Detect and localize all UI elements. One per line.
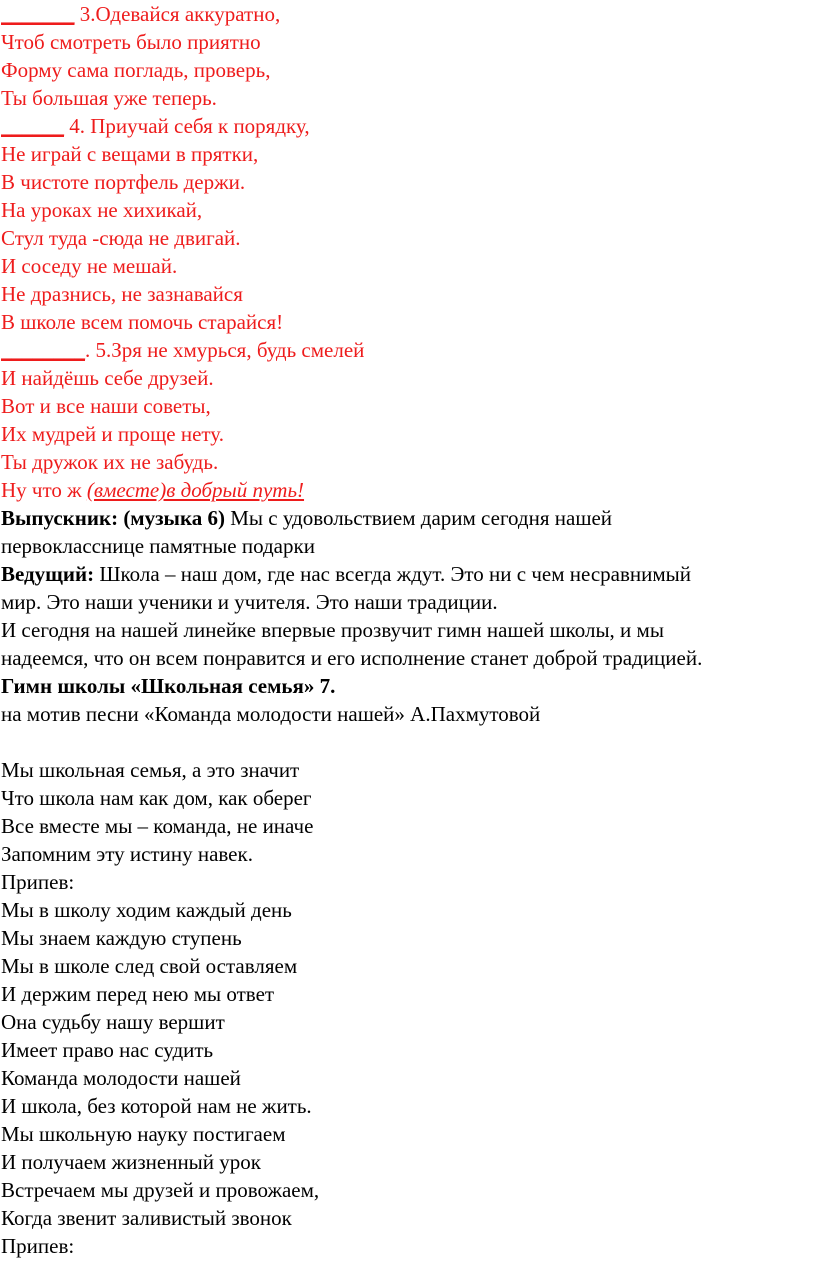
poem-line-text: 3.Одевайся аккуратно, xyxy=(74,2,281,26)
lyric-line: И получаем жизненный урок xyxy=(1,1150,261,1174)
poem-line: В чистоте портфель держи. xyxy=(1,170,246,194)
poem-line: Чтоб смотреть было приятно xyxy=(1,30,261,54)
emphasized-text: (вместе)в добрый путь! xyxy=(86,478,305,502)
speech-text: Школа – наш дом, где нас всегда ждут. Это ни с чем несравнимый xyxy=(94,562,691,586)
graduate-line xyxy=(1,504,816,532)
anthem-subtitle: на мотив песни «Команда молодости нашей» А.Пахмутовой xyxy=(1,702,541,726)
lyric-line: Мы школьную науку постигаем xyxy=(1,1122,286,1146)
poem-line: Не играй с вещами в прятки, xyxy=(1,142,259,166)
poem-line: В школе всем помочь старайся! xyxy=(1,310,284,334)
poem-line xyxy=(1,476,816,504)
poem-line xyxy=(1,336,816,364)
lyric-line: Мы в школе след свой оставляем xyxy=(1,954,298,978)
poem-line: Стул туда -сюда не двигай. xyxy=(1,226,241,250)
answer-blank: ________ xyxy=(1,338,85,362)
host-line xyxy=(1,560,816,588)
lyric-line: Что школа нам как дом, как оберег xyxy=(1,786,312,810)
speech-line: мир. Это наши ученики и учителя. Это наши традиции. xyxy=(1,590,498,614)
anthem-title: Гимн школы «Школьная семья» 7. xyxy=(1,674,336,698)
poem-line xyxy=(1,0,816,28)
anthem-lyrics xyxy=(1,756,816,1260)
lyric-line: Мы в школу ходим каждый день xyxy=(1,898,292,922)
lyric-line: Когда звенит заливистый звонок xyxy=(1,1206,292,1230)
lyric-line: Команда молодости нашей xyxy=(1,1066,241,1090)
poem-line: Вот и все наши советы, xyxy=(1,394,211,418)
poem-line: Ты дружок их не забудь. xyxy=(1,450,219,474)
lyric-line: Встречаем мы друзей и провожаем, xyxy=(1,1178,320,1202)
poem-line-text: . 5.Зря не хмурься, будь смелей xyxy=(85,338,365,362)
poem-line-text: 4. Приучай себя к порядку, xyxy=(64,114,310,138)
poem-line: И найдёшь себе друзей. xyxy=(1,366,214,390)
lyric-line: Она судьбу нашу вершит xyxy=(1,1010,225,1034)
lyric-line: Мы школьная семья, а это значит xyxy=(1,758,300,782)
speaker-label: Выпускник: (музыка 6) xyxy=(1,506,225,530)
speaker-label: Ведущий: xyxy=(1,562,95,586)
poem-line: Форму сама погладь, проверь, xyxy=(1,58,271,82)
poem-line xyxy=(1,112,816,140)
lyric-line: Имеет право нас судить xyxy=(1,1038,214,1062)
speech-line: И сегодня на нашей линейке впервые прозвучит гимн нашей школы, и мы xyxy=(1,618,664,642)
poem-line: И соседу не мешай. xyxy=(1,254,178,278)
poem-line-text: Ну что ж xyxy=(1,478,87,502)
lyric-line: И держим перед нею мы ответ xyxy=(1,982,275,1006)
lyric-line: Запомним эту истину навек. xyxy=(1,842,253,866)
speech-line: надеемся, что он всем понравится и его исполнение станет доброй традицией. xyxy=(1,646,703,670)
poem-line: На уроках не хихикай, xyxy=(1,198,203,222)
lyric-line: Припев: xyxy=(1,1234,75,1258)
lyric-line: Все вместе мы – команда, не иначе xyxy=(1,814,314,838)
poem-line: Ты большая уже теперь. xyxy=(1,86,217,110)
blank-line xyxy=(1,728,816,756)
speech-text: Мы с удовольствием дарим сегодня нашей xyxy=(224,506,613,530)
advice-poem xyxy=(1,0,816,504)
poem-line: Не дразнись, не зазнавайся xyxy=(1,282,243,306)
poem-line: Их мудрей и проще нету. xyxy=(1,422,224,446)
lyric-line: И школа, без которой нам не жить. xyxy=(1,1094,312,1118)
lyric-line: Припев: xyxy=(1,870,75,894)
answer-blank: ______ xyxy=(1,114,64,138)
lyric-line: Мы знаем каждую ступень xyxy=(1,926,242,950)
speech-line: первокласснице памятные подарки xyxy=(1,534,315,558)
answer-blank: _______ xyxy=(1,2,75,26)
